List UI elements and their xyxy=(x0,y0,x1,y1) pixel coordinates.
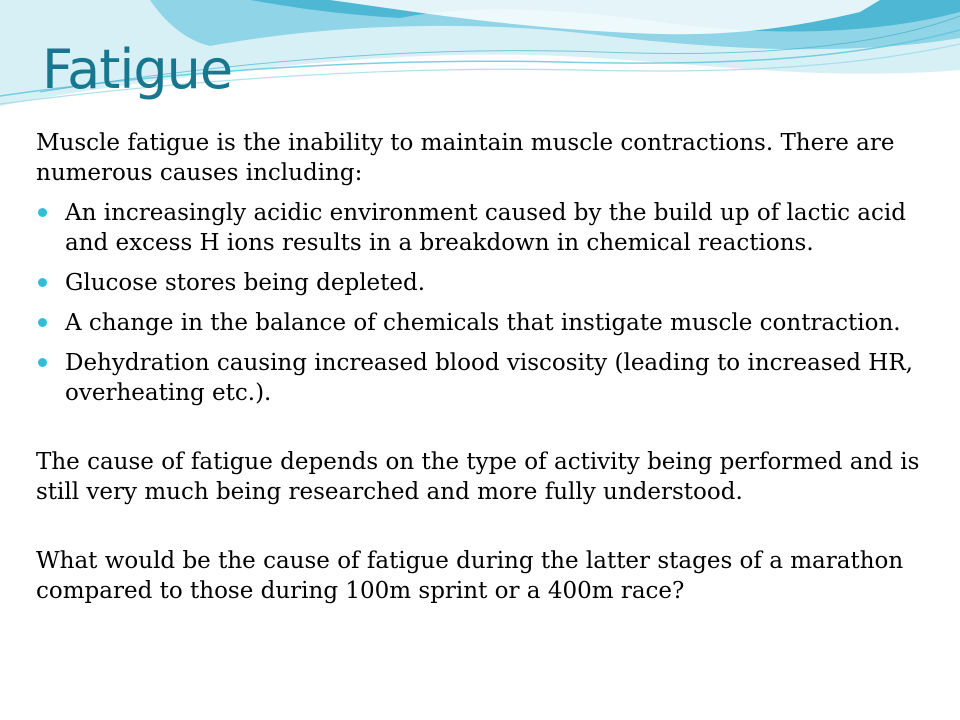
list-item-text: Dehydration causing increased blood viscosity (leading to increased HR, overheating etc.). xyxy=(65,350,913,406)
question-paragraph: What would be the cause of fatigue during the latter stages of a marathon compared to those during 100m sprint or a 400m race? xyxy=(36,548,904,604)
list-item xyxy=(36,348,928,408)
intro-paragraph: Muscle fatigue is the inability to maintain muscle contractions. There are numerous causes including: xyxy=(36,130,895,186)
list-item-text: An increasingly acidic environment caused by the build up of lactic acid and excess H ions results in a breakdown in chemical reactions. xyxy=(65,200,906,256)
list-item-text: Glucose stores being depleted. xyxy=(65,270,426,296)
list-item xyxy=(36,268,928,298)
causes-list xyxy=(36,198,928,408)
bullet-dot-icon xyxy=(38,278,47,287)
bullet-dot-icon xyxy=(38,318,47,327)
bullet-dot-icon xyxy=(38,208,47,217)
list-item xyxy=(36,198,928,258)
slide-title: Fatigue xyxy=(42,38,233,101)
list-item-text: A change in the balance of chemicals that instigate muscle contraction. xyxy=(65,310,901,336)
research-paragraph: The cause of fatigue depends on the type of activity being performed and is still very much being researched and more fully understood. xyxy=(36,449,920,505)
list-item xyxy=(36,308,928,338)
bullet-dot-icon xyxy=(38,358,47,367)
slide-body xyxy=(36,128,928,606)
